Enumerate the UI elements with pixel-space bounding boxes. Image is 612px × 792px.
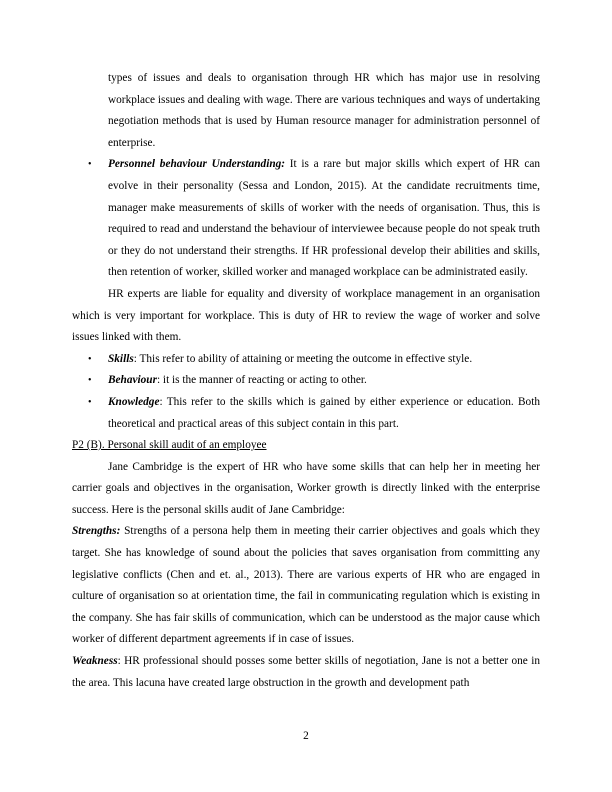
definition-text: : This refer to ability of attaining or meeting the outcome in effective style. <box>133 352 473 365</box>
bullet-text: It is a rare but major skills which expert of HR can evolve in their personality (Sessa and London, 2015). At the candidate recruitments time, manager make measurements of skills of worker with the needs of organisation. Thus, this is required to read and understand the behaviour of interviewee because people do not speak truth or they do not understand their strengths. If HR professional develop their abilities and skills, then retention of worker, skilled worker and managed workplace can be administrated easily. <box>108 158 540 279</box>
definition-text: : it is the manner of reacting or acting to other. <box>156 374 367 387</box>
definition-term: Skills <box>108 352 134 365</box>
bullet-icon: • <box>88 159 92 171</box>
strengths-term: Strengths: <box>72 525 121 538</box>
definition-term: Knowledge <box>108 395 160 408</box>
definition-item-knowledge <box>72 392 540 435</box>
equality-paragraph: HR experts are liable for equality and diversity of workplace management in an organisation which is very important for workplace. This is duty of HR to review the wage of worker and solve issues linked with them. <box>72 287 540 344</box>
page-number: 2 <box>303 730 309 742</box>
strengths-paragraph <box>72 521 540 651</box>
intro-continuation-paragraph: types of issues and deals to organisation through HR which has major use in resolving workplace issues and dealing with wage. There are various techniques and ways of undertaking negotiation methods that is used by Human resource manager for administration personnel of enterprise. <box>108 72 540 149</box>
weakness-term: Weakness <box>72 655 118 668</box>
section-heading: P2 (B). Personal skill audit of an employee <box>72 439 267 452</box>
personnel-bullet-list <box>72 154 540 284</box>
definitions-list <box>72 349 540 435</box>
weakness-paragraph <box>72 651 540 694</box>
bullet-icon: • <box>88 353 92 365</box>
page-body <box>72 68 540 694</box>
bullet-term: Personnel behaviour Understanding: <box>108 158 286 171</box>
bullet-icon: • <box>88 375 92 387</box>
jane-paragraph: Jane Cambridge is the expert of HR who have some skills that can help her in meeting her carrier goals and objectives in the organisation, Worker growth is directly linked with the enterprise success. Here is the personal skills audit of Jane Cambridge: <box>72 460 540 516</box>
definition-term: Behaviour <box>108 374 157 387</box>
weakness-text: : HR professional should posses some better skills of negotiation, Jane is not a better one in the area. This lacuna have created large obstruction in the growth and development path <box>72 655 540 689</box>
bullet-personnel-behaviour <box>72 154 540 284</box>
definition-text: : This refer to the skills which is gained by either experience or education. Both theoretical and practical areas of this subject contain in this part. <box>108 395 540 430</box>
definition-item-behaviour <box>72 370 540 392</box>
strengths-text: Strengths of a persona help them in meeting their carrier objectives and goals which they target. She has knowledge of sound about the policies that saves organisation from committing any legislative conflicts (Chen and et. al., 2013). There are various experts of HR who are engaged in culture of organisation so at orientation time, the fail in communicating regulation which is existing in the company. She has fair skills of communication, which can be understood as the major cause which worker of different department agreements if in case of issues. <box>72 525 540 646</box>
bullet-icon: • <box>88 396 92 408</box>
definition-item-skills <box>72 349 540 371</box>
